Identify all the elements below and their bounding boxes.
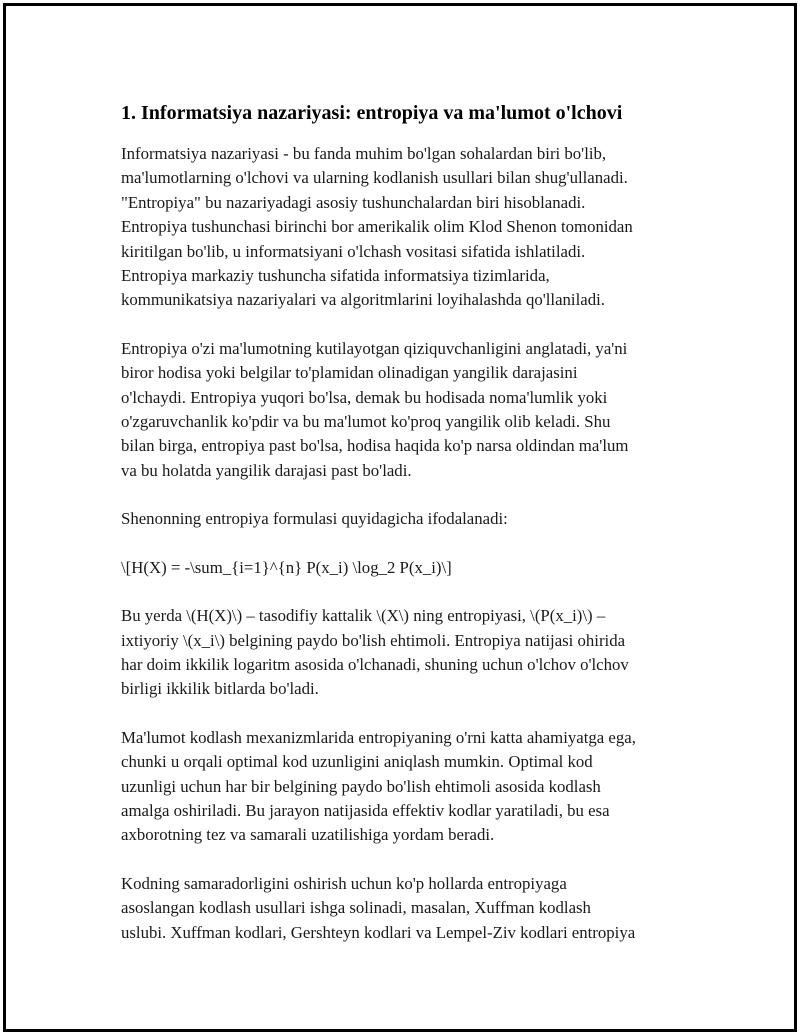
section-heading: 1. Informatsiya nazariyasi: entropiya va ma'lumot o'lchovi — [121, 102, 623, 124]
paragraph-line: uslubi. Xuffman kodlari, Gershteyn kodlari va Lempel-Ziv kodlari entropiya — [121, 922, 636, 942]
paragraph-line: birligi ikkilik bitlarda bo'ladi. — [121, 679, 319, 699]
paragraph-line: ma'lumotlarning o'lchovi va ularning kodlanish usullari bilan shug'ullanadi. — [121, 168, 628, 188]
paragraph — [121, 337, 691, 483]
paragraph-list — [121, 142, 691, 945]
paragraph-line: ixtiyoriy \(x_i\) belgining paydo bo'lish ehtimoli. Entropiya natijasi ohirida — [121, 630, 626, 650]
paragraph — [121, 142, 691, 313]
paragraph-line: axborotning tez va samarali uzatilishiga yordam beradi. — [121, 825, 495, 845]
paragraph-line: Entropiya tushunchasi birinchi bor amerikalik olim Klod Shenon tomonidan — [121, 217, 633, 237]
paragraph-line: Informatsiya nazariyasi - bu fanda muhim bo'lgan sohalardan biri bo'lib, — [121, 144, 607, 163]
paragraph-line: uzunligi uchun har bir belgining paydo bo'lish ehtimoli asosida kodlash — [121, 776, 601, 796]
paragraph-line: asoslangan kodlash usullari ishga solinadi, masalan, Xuffman kodlash — [121, 898, 591, 918]
paragraph-line: o'lchaydi. Entropiya yuqori bo'lsa, demak bu hodisada noma'lumlik yoki — [121, 387, 608, 407]
paragraph-line: o'zgaruvchanlik ko'pdir va bu ma'lumot ko'proq yangilik olib keladi. Shu — [121, 412, 611, 432]
paragraph-line: amalga oshiriladi. Bu jarayon natijasida effektiv kodlar yaratiladi, bu esa — [121, 800, 610, 820]
paragraph-line: Ma'lumot kodlash mexanizmlarida entropiyaning o'rni katta ahamiyatga ega, — [121, 727, 636, 747]
paragraph-line: biror hodisa yoki belgilar to'plamidan olinadigan yangilik darajasini — [121, 363, 578, 383]
paragraph-line: har doim ikkilik logaritm asosida o'lchanadi, shuning uchun o'lchov o'lchov — [121, 654, 629, 674]
paragraph-line: Bu yerda \(H(X)\) – tasodifiy kattalik \(X\) ning entropiyasi, \(P(x_i)\) – — [121, 606, 606, 626]
paragraph-line: chunki u orqali optimal kod uzunligini aniqlash mumkin. Optimal kod — [121, 752, 593, 772]
paragraph-line: \[H(X) = -\sum_{i=1}^{n} P(x_i) \log_2 P(x_i)\] — [121, 557, 452, 577]
paragraph-line: va bu holatda yangilik darajasi past bo'ladi. — [121, 460, 412, 480]
paragraph-line: "Entropiya" bu nazariyadagi asosiy tushunchalardan biri hisoblanadi. — [121, 192, 586, 212]
paragraph-line: Entropiya o'zi ma'lumotning kutilayotgan qiziquvchanligini anglatadi, ya'ni — [121, 338, 628, 358]
paragraph — [121, 556, 691, 580]
document-page — [3, 3, 797, 1032]
paragraph-line: Shenonning entropiya formulasi quyidagicha ifodalanadi: — [121, 509, 508, 529]
paragraph — [121, 507, 691, 531]
paragraph — [121, 604, 691, 702]
paragraph-line: Entropiya markaziy tushuncha sifatida informatsiya tizimlarida, — [121, 266, 550, 286]
document-body — [121, 100, 691, 969]
paragraph — [121, 726, 691, 848]
paragraph-line: kiritilgan bo'lib, u informatsiyani o'lchash vositasi sifatida ishlatiladi. — [121, 241, 586, 261]
paragraph-line: bilan birga, entropiya past bo'lsa, hodisa haqida ko'p narsa oldindan ma'lum — [121, 436, 629, 456]
paragraph — [121, 872, 691, 945]
paragraph-line: kommunikatsiya nazariyalari va algoritmlarini loyihalashda qo'llaniladi. — [121, 290, 605, 310]
paragraph-line: Kodning samaradorligini oshirish uchun ko'p hollarda entropiyaga — [121, 873, 567, 893]
